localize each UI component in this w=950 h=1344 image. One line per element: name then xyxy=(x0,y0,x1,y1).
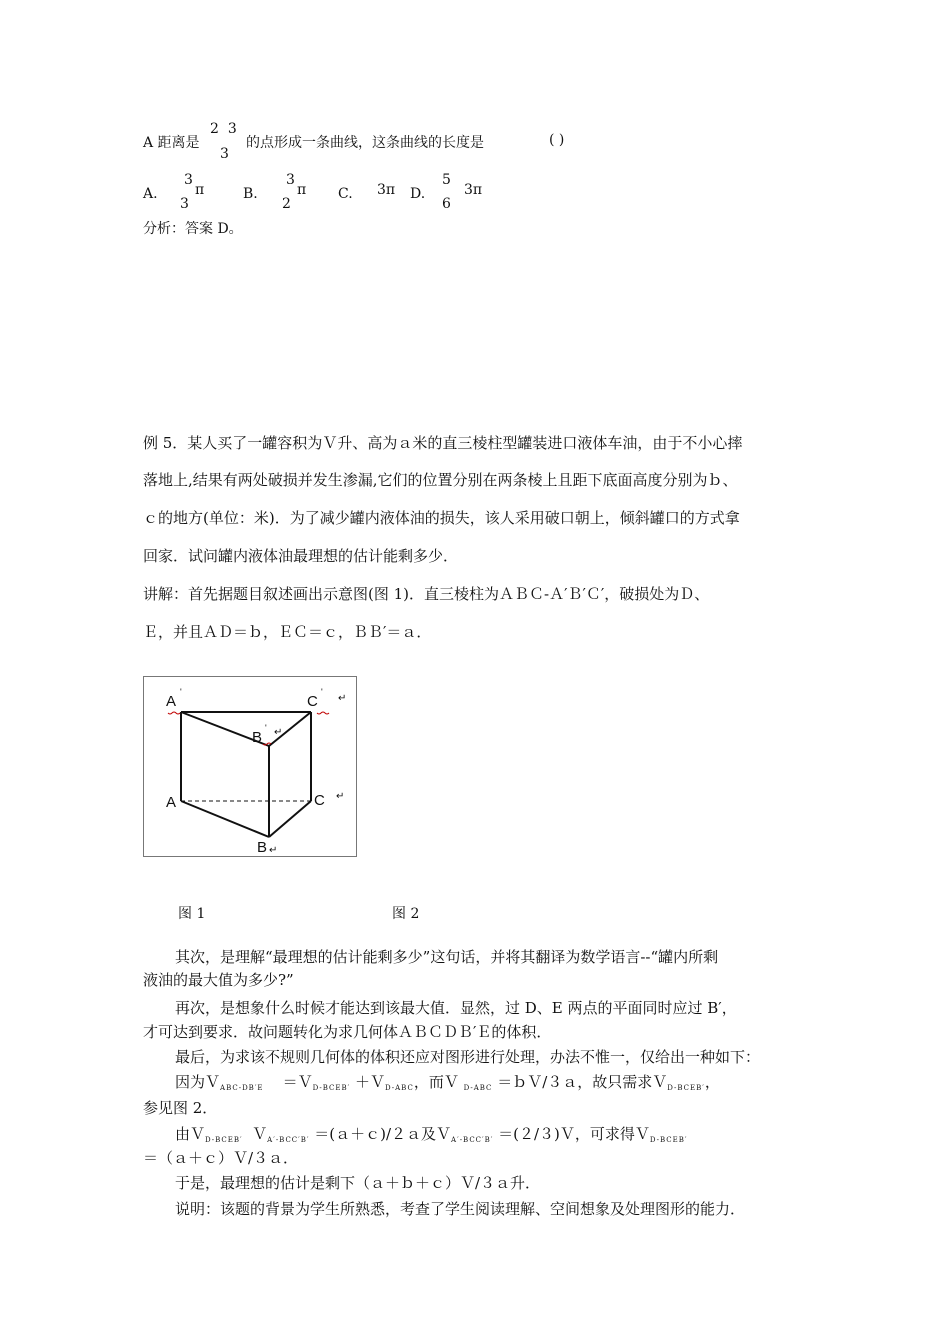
example-line-5: 讲解：首先据题目叙述画出示意图(图 1)．直三棱柱为ＡＢＣ-Ａ′Ｂ′Ｃ′，破损处为Ｄ、 xyxy=(143,585,710,603)
label-c: C xyxy=(314,792,325,809)
solution-p4b: 参见图 2． xyxy=(143,1099,218,1117)
option-c-value: 3π xyxy=(377,182,396,198)
example-line-6: Ｅ，并且ＡＤ＝ｂ，ＥＣ＝ｃ，ＢＢ′＝ａ． xyxy=(143,623,432,641)
return-mark-2: ↵ xyxy=(274,727,283,738)
option-c-label: C. xyxy=(338,186,353,202)
label-b: B xyxy=(257,839,268,856)
option-a-numerator: 3 xyxy=(184,172,193,188)
label-b-prime-mark: ' xyxy=(265,723,267,733)
question-suffix: 的点形成一条曲线，这条曲线的长度是 xyxy=(246,135,484,151)
solution-p5b: ＝（ａ＋ｃ）Ｖ/３ａ． xyxy=(143,1149,299,1167)
prism-diagram xyxy=(144,677,356,856)
option-b-numerator: 3 xyxy=(286,172,295,188)
label-c-prime: C xyxy=(307,693,318,710)
option-b-label: B. xyxy=(243,186,258,202)
solution-p1b: 液油的最大值为多少?” xyxy=(143,971,294,989)
solution-p4: 因为Ｖ$_{ABC-DB'E}$ ＝Ｖ$_{D-BCEB'}$ ＋Ｖ$_{D-ABC}$，而Ｖ $_{D-ABC}$ ＝ｂＶ/３ａ，故只需求Ｖ$_{D-BCEB'}$， xyxy=(175,1073,720,1092)
answer-parentheses: ( ) xyxy=(549,132,565,148)
solution-p7: 说明：该题的背景为学生所熟悉，考查了学生阅读理解、空间想象及处理图形的能力． xyxy=(175,1200,746,1218)
option-d-denominator: 6 xyxy=(442,196,451,212)
return-mark-4: ↵ xyxy=(269,845,278,856)
fraction-denominator: 3 xyxy=(220,146,229,162)
example-line-3: ｃ的地方(单位：米)．为了减少罐内液体油的损失，该人采用破口朝上，倾斜罐口的方式拿 xyxy=(143,509,740,527)
solution-p2b: 才可达到要求．故问题转化为求几何体ＡＢＣＤＢ′Ｅ的体积． xyxy=(143,1023,552,1041)
example-line-2: 落地上,结果有两处破损并发生渗漏,它们的位置分别在两条棱上且距下底面高度分别为ｂ、 xyxy=(143,471,738,489)
solution-p6: 于是，最理想的估计是剩下（ａ＋ｂ＋ｃ）Ｖ/３ａ升． xyxy=(175,1174,541,1192)
question-prefix: A 距离是 xyxy=(143,135,200,151)
return-mark-1: ↵ xyxy=(338,693,347,704)
example-line-4: 回家．试问罐内液体油最理想的估计能剩多少． xyxy=(143,547,459,565)
label-a-prime-mark: ' xyxy=(180,687,182,697)
option-b-pi: π xyxy=(297,182,307,198)
label-a: A xyxy=(166,794,177,811)
answer-line: 分析：答案 D。 xyxy=(143,221,243,237)
solution-p2a: 再次，是想象什么时候才能达到该最大值．显然，过 D、E 两点的平面同时应过 B′， xyxy=(175,999,737,1017)
solution-p1a: 其次，是理解“最理想的估计能剩多少”这句话，并将其翻译为数学语言--“罐内所剩 xyxy=(175,948,719,966)
figure-2-caption: 图 2 xyxy=(392,906,420,922)
figure-1-caption: 图 1 xyxy=(178,906,206,922)
solution-p3: 最后，为求该不规则几何体的体积还应对图形进行处理，办法不惟一，仅给出一种如下： xyxy=(175,1048,761,1066)
label-a-prime: A xyxy=(166,693,177,710)
solution-p5: 由Ｖ$_{D-BCEB'}$ Ｖ$_{A'-BCC'B'}$ ＝(ａ＋ｃ)/２ａ及Ｖ$_{A'-BCC'B'}$ ＝(２/３)Ｖ，可求得Ｖ$_{D-BCEB'}$ xyxy=(175,1125,688,1144)
option-b-denominator: 2 xyxy=(282,196,291,212)
fraction-numerator: 2 3 xyxy=(210,121,237,137)
prism-figure xyxy=(143,676,357,857)
edge-b-c xyxy=(269,801,311,837)
example-line-1: 例 5．某人买了一罐容积为Ｖ升、高为ａ米的直三棱柱型罐装进口液体车油，由于不小心摔 xyxy=(143,434,743,452)
option-d-value: 3π xyxy=(464,182,483,198)
label-c-prime-mark: ' xyxy=(321,687,323,697)
label-b-prime: B xyxy=(252,729,263,746)
edge-a-b xyxy=(181,801,269,837)
return-mark-3: ↵ xyxy=(336,791,345,802)
option-a-denominator: 3 xyxy=(180,196,189,212)
option-d-numerator: 5 xyxy=(442,172,451,188)
option-d-label: D. xyxy=(410,186,426,202)
option-a-pi: π xyxy=(195,182,205,198)
option-a-label: A. xyxy=(143,186,158,202)
